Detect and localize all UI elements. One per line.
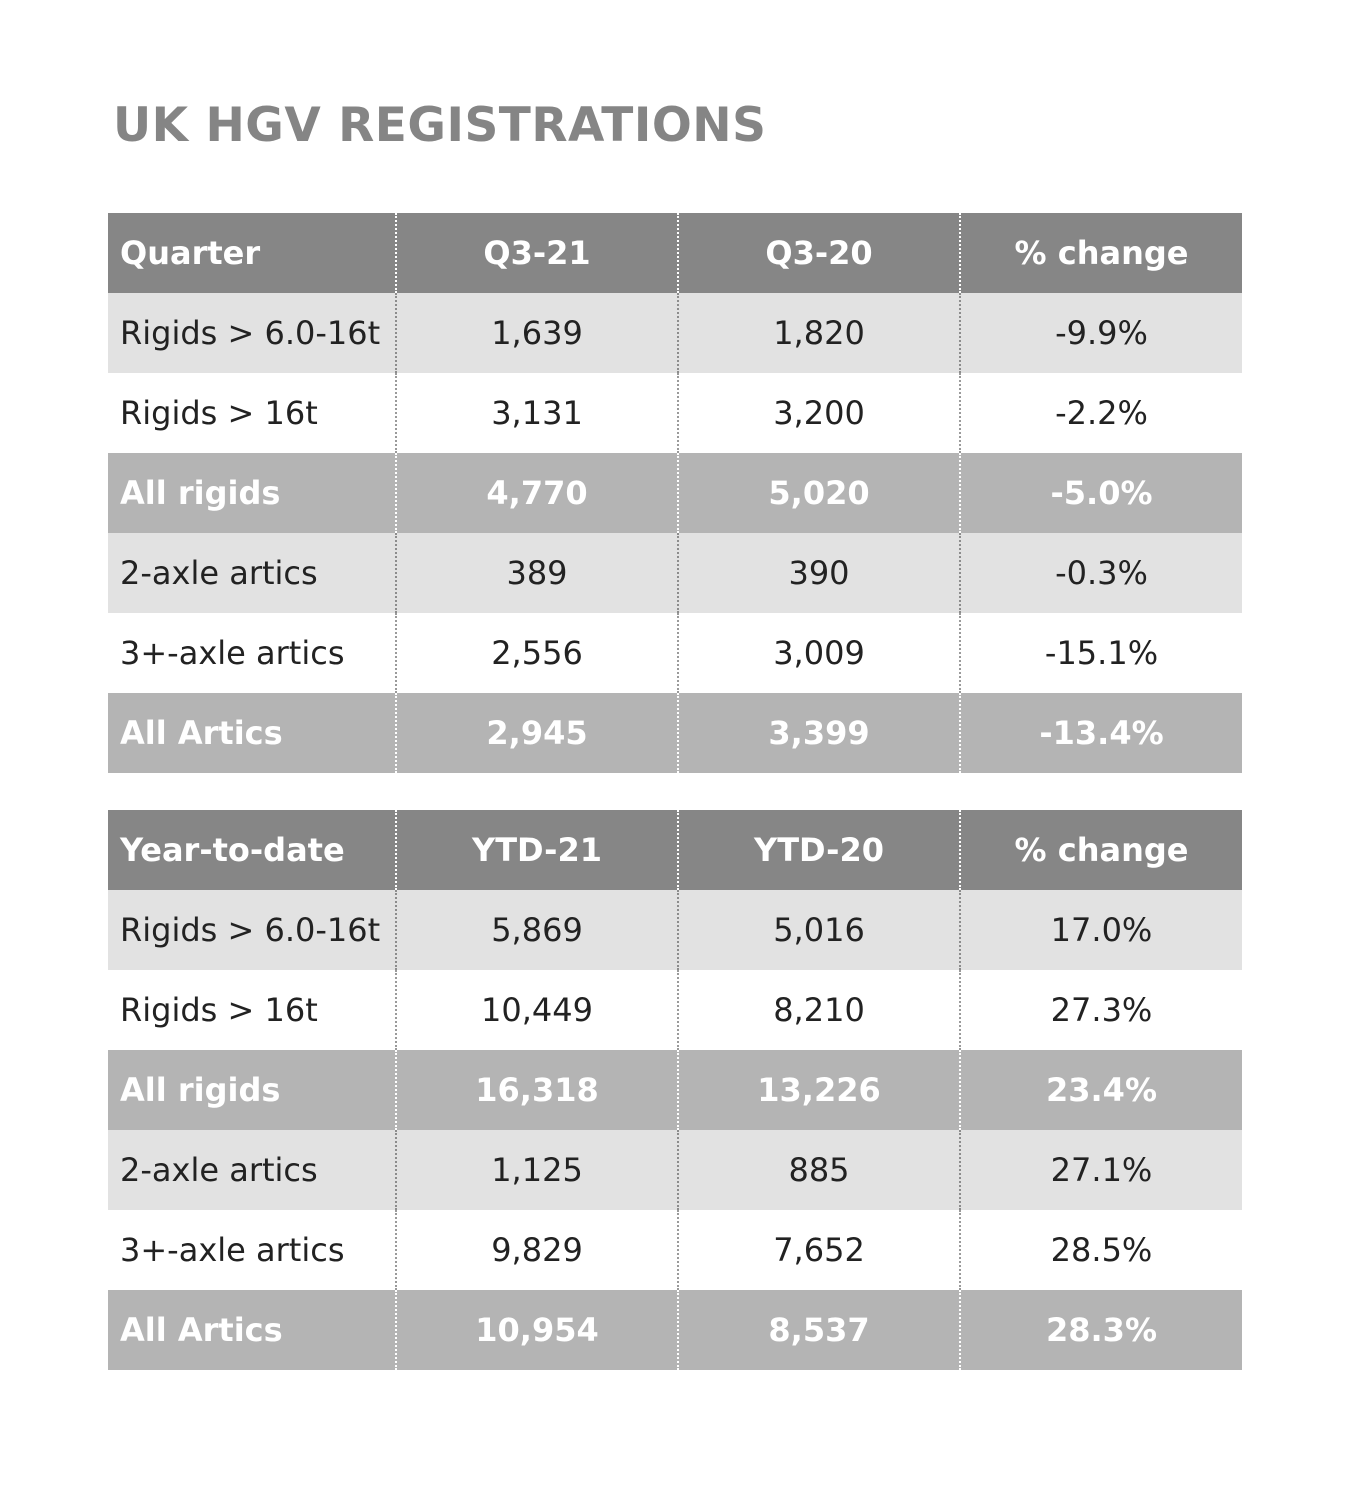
row-label: All rigids — [108, 1050, 396, 1130]
table-cell: 27.3% — [960, 970, 1242, 1050]
row-label: All rigids — [108, 453, 396, 533]
table-header-row — [108, 810, 1242, 890]
table-cell: 8,210 — [678, 970, 960, 1050]
row-label: 2-axle artics — [108, 1130, 396, 1210]
table-row — [108, 293, 1242, 373]
table-cell: 10,449 — [396, 970, 678, 1050]
table-total-row — [108, 693, 1242, 773]
column-header: % change — [960, 213, 1242, 293]
table-cell: 3,009 — [678, 613, 960, 693]
row-label: 3+-axle artics — [108, 613, 396, 693]
column-header: Quarter — [108, 213, 396, 293]
table-cell: 23.4% — [960, 1050, 1242, 1130]
quarter-table — [108, 213, 1242, 773]
table-cell: -15.1% — [960, 613, 1242, 693]
row-label: All Artics — [108, 1290, 396, 1370]
table-cell: 3,200 — [678, 373, 960, 453]
row-label: All Artics — [108, 693, 396, 773]
table-total-row — [108, 453, 1242, 533]
row-label: Rigids > 16t — [108, 373, 396, 453]
table-cell: 8,537 — [678, 1290, 960, 1370]
row-label: Rigids > 16t — [108, 970, 396, 1050]
table-cell: 1,639 — [396, 293, 678, 373]
table-cell: 3,131 — [396, 373, 678, 453]
table-row — [108, 373, 1242, 453]
table-cell: -5.0% — [960, 453, 1242, 533]
table-cell: 885 — [678, 1130, 960, 1210]
column-header: % change — [960, 810, 1242, 890]
table-row — [108, 1130, 1242, 1210]
table-cell: 13,226 — [678, 1050, 960, 1130]
row-label: Rigids > 6.0-16t — [108, 890, 396, 970]
table-cell: 5,020 — [678, 453, 960, 533]
table-cell: 16,318 — [396, 1050, 678, 1130]
column-header: Year-to-date — [108, 810, 396, 890]
column-header: YTD-20 — [678, 810, 960, 890]
table-header-row — [108, 213, 1242, 293]
column-header: Q3-21 — [396, 213, 678, 293]
year-to-date-table-body — [108, 810, 1242, 1370]
column-header: Q3-20 — [678, 213, 960, 293]
table-cell: 1,125 — [396, 1130, 678, 1210]
table-cell: -9.9% — [960, 293, 1242, 373]
page-title: UK HGV REGISTRATIONS — [113, 98, 767, 153]
table-cell: 390 — [678, 533, 960, 613]
table-total-row — [108, 1050, 1242, 1130]
table-cell: 5,869 — [396, 890, 678, 970]
table-row — [108, 613, 1242, 693]
table-cell: 28.3% — [960, 1290, 1242, 1370]
row-label: 3+-axle artics — [108, 1210, 396, 1290]
table-row — [108, 890, 1242, 970]
table-cell: 17.0% — [960, 890, 1242, 970]
table-cell: 27.1% — [960, 1130, 1242, 1210]
table-row — [108, 1210, 1242, 1290]
table-cell: -2.2% — [960, 373, 1242, 453]
table-cell: 2,945 — [396, 693, 678, 773]
table-cell: 9,829 — [396, 1210, 678, 1290]
table-total-row — [108, 1290, 1242, 1370]
row-label: Rigids > 6.0-16t — [108, 293, 396, 373]
table-cell: 10,954 — [396, 1290, 678, 1370]
table-cell: 389 — [396, 533, 678, 613]
table-row — [108, 970, 1242, 1050]
quarter-table-body — [108, 213, 1242, 773]
table-cell: -0.3% — [960, 533, 1242, 613]
table-cell: 28.5% — [960, 1210, 1242, 1290]
table-cell: 1,820 — [678, 293, 960, 373]
table-cell: 3,399 — [678, 693, 960, 773]
table-cell: 7,652 — [678, 1210, 960, 1290]
table-cell: 4,770 — [396, 453, 678, 533]
column-header: YTD-21 — [396, 810, 678, 890]
table-cell: 2,556 — [396, 613, 678, 693]
year-to-date-table — [108, 810, 1242, 1370]
table-cell: -13.4% — [960, 693, 1242, 773]
table-row — [108, 533, 1242, 613]
row-label: 2-axle artics — [108, 533, 396, 613]
table-cell: 5,016 — [678, 890, 960, 970]
